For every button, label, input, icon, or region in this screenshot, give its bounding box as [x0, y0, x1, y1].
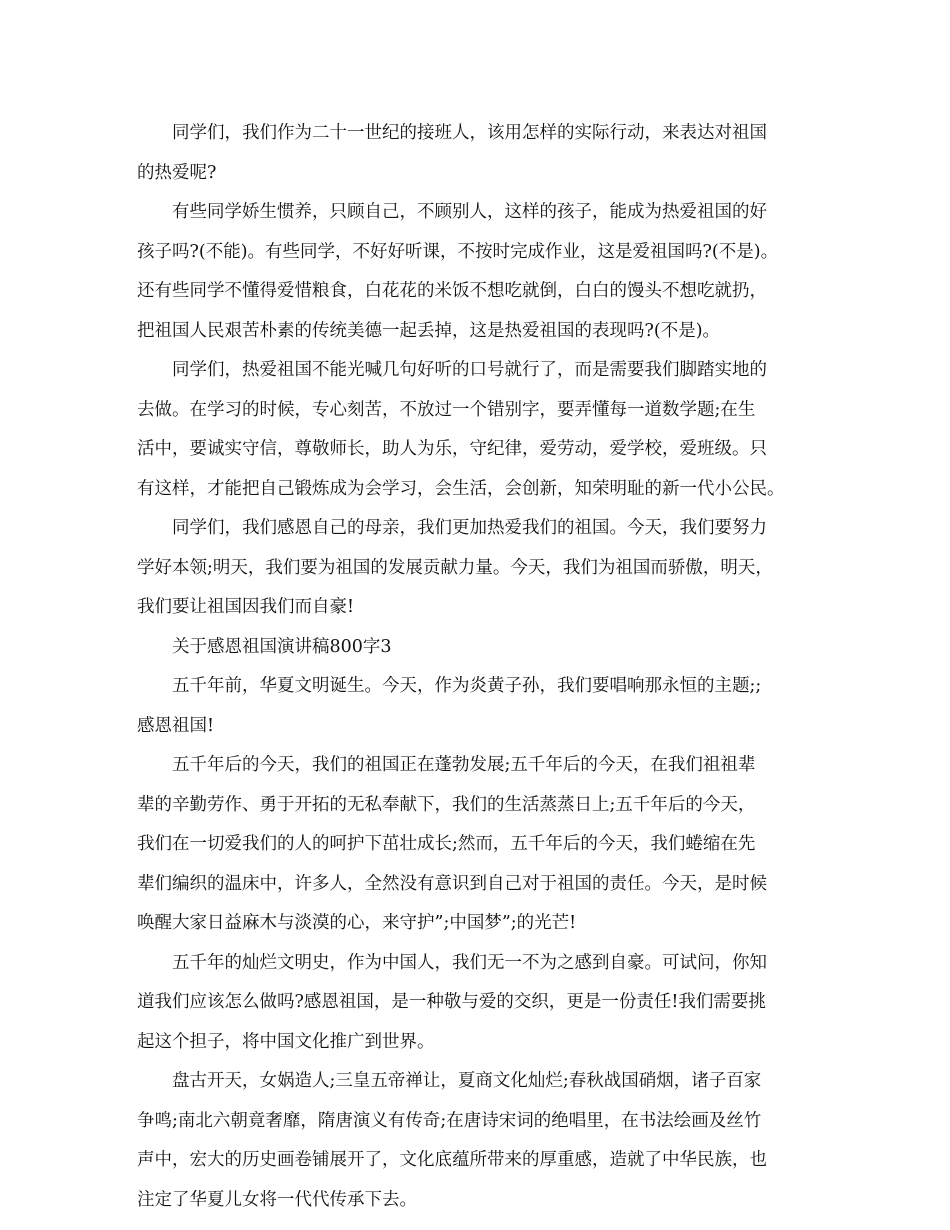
paragraph-6: 五千年后的今天，我们的祖国正在蓬勃发展;五千年后的今天，在我们祖祖辈 辈的辛勤劳作、勇于开拓的无私奉献下，我们的生活蒸蒸日上;五千年后的今天， 我们在一切爱我们的人的呵护下茁壮成长;然而，五千年后的今天，我们蜷缩在先 辈们编织的温床中，许多人，全然没有意识到自己对于祖国的责任。今天，是时候 唤醒大家日益麻木与淡漠的心，来守护”;中国梦”;的光芒! — [137, 755, 767, 933]
section-heading: 关于感恩祖国演讲稿800字3 — [172, 636, 392, 657]
document-body — [137, 114, 817, 1220]
paragraph-1: 同学们，我们作为二十一世纪的接班人，该用怎样的实际行动，来表达对祖国 的热爱呢? — [137, 123, 767, 183]
paragraph-4: 同学们，我们感恩自己的母亲，我们更加热爱我们的祖国。今天，我们要努力 学好本领;明天，我们要为祖国的发展贡献力量。今天，我们为祖国而骄傲，明天， 我们要让祖国因我们而自豪! — [137, 518, 773, 617]
paragraph-5: 五千年前，华夏文明诞生。今天，作为炎黄子孙，我们要唱响那永恒的主题;; 感恩祖国! — [137, 676, 762, 736]
paragraph-8: 盘古开天，女娲造人;三皇五帝禅让，夏商文化灿烂;春秋战国硝烟，诸子百家 争鸣;南北六朝竟奢靡，隋唐演义有传奇;在唐诗宋词的绝唱里，在书法绘画及丝竹 声中，宏大的历史画卷铺展开了，文化底蕴所带来的厚重感，造就了中华民族，也 注定了华夏儿女将一代代传承下去。 — [137, 1071, 767, 1210]
paragraph-2: 有些同学娇生惯养，只顾自己，不顾别人，这样的孩子，能成为热爱祖国的好 孩子吗?(不能)。有些同学，不好好听课，不按时完成作业，这是爱祖国吗?(不是)。 还有些同学不懂得爱惜粮食，白花花的米饭不想吃就倒，白白的馒头不想吃就扔， 把祖国人民艰苦朴素的传统美德一起丢掉，这是热爱祖国的表现吗?(不是)。 — [137, 202, 779, 341]
paragraph-7: 五千年的灿烂文明史，作为中国人，我们无一不为之感到自豪。可试问，你知 道我们应该怎么做吗?感恩祖国，是一种敬与爱的交织，更是一份责任!我们需要挑 起这个担子，将中国文化推广到世界。 — [137, 952, 767, 1052]
paragraph-3: 同学们，热爱祖国不能光喊几句好听的口号就行了，而是需要我们脚踏实地的 去做。在学习的时候，专心刻苦，不放过一个错别字，要弄懂每一道数学题;在生 活中，要诚实守信，尊敬师长，助人为乐，守纪律，爱劳动，爱学校，爱班级。只 有这样，才能把自己锻炼成为会学习，会生活，会创新，知荣明耻的新一代小公民。 — [137, 360, 785, 499]
